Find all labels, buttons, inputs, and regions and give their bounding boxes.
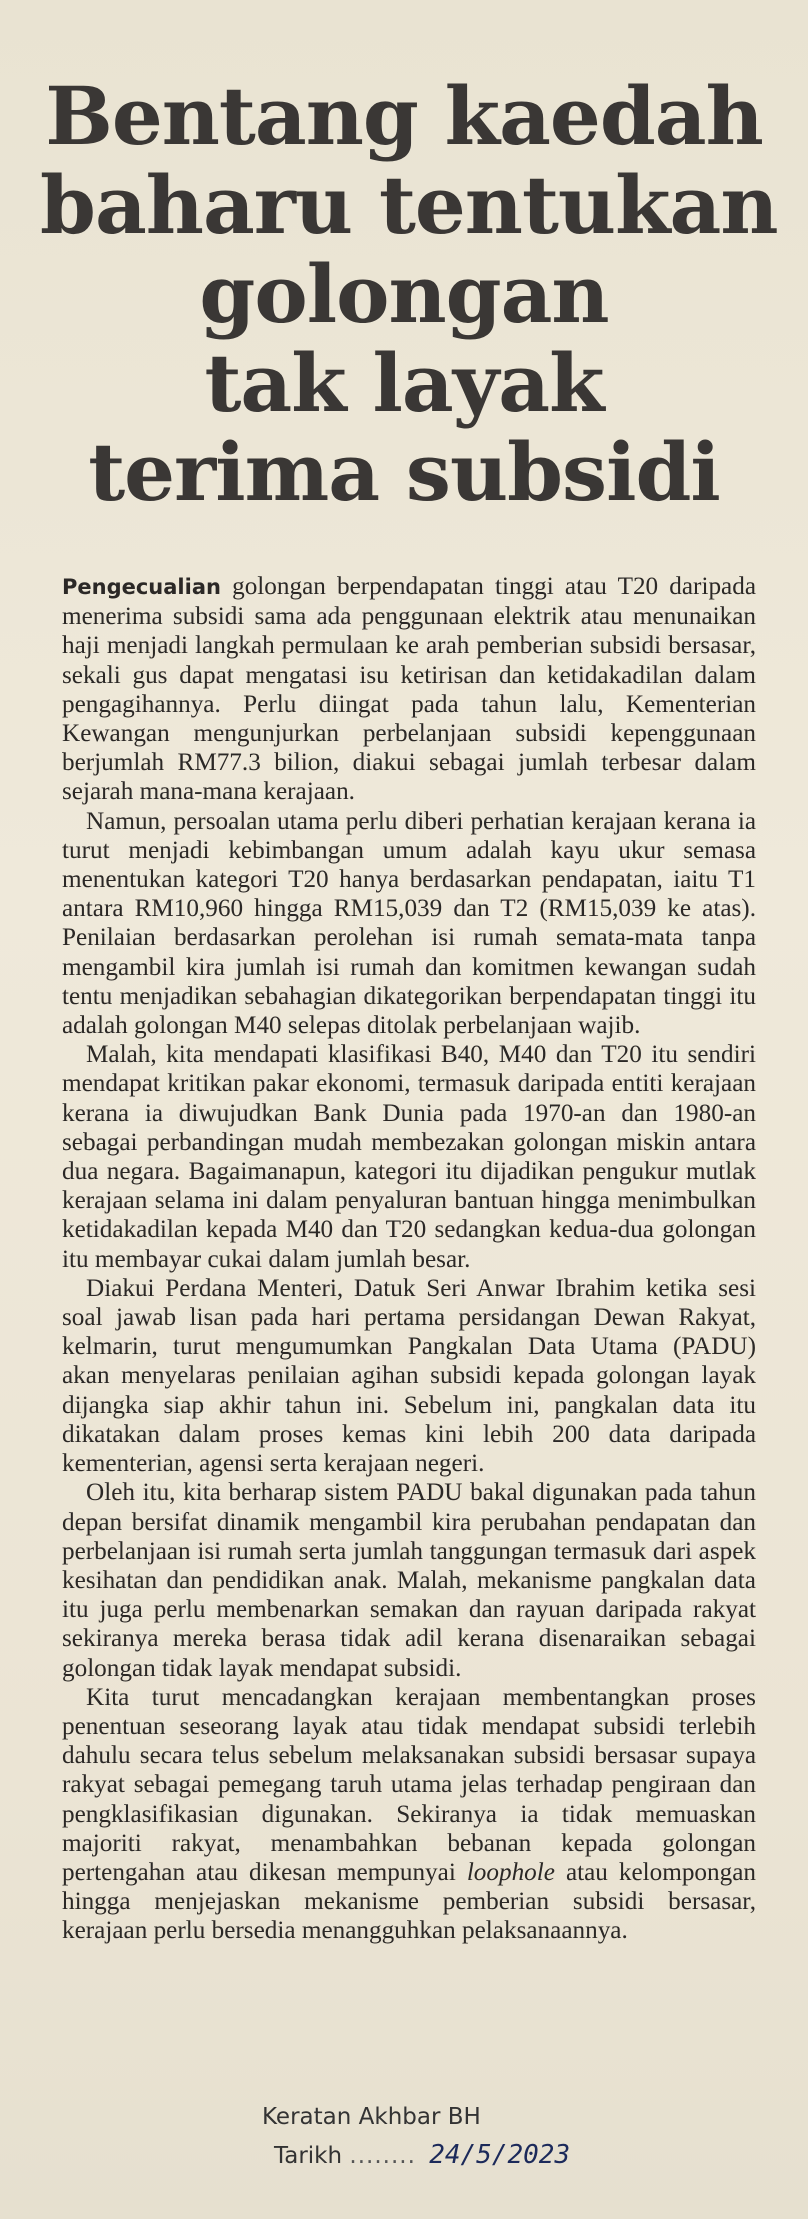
paragraph: Namun, persoalan utama perlu diberi perhatian kerajaan kerana ia turut menjadi kebimbangan umum adalah kayu ukur semasa menentukan kategori T20 hanya berdasarkan pendapatan, iaitu T1 antara RM10,960 hingga RM15,039 dan T2 (RM15,039 ke atas). Penilaian berdasarkan perolehan isi rumah semata-mata tanpa mengambil kira jumlah isi rumah dan komitmen kewangan sudah tentu menjadikan sebahagian dikategorikan berpendapatan tinggi itu adalah golongan M40 selepas ditolak perbelanjaan wajib. <box>62 807 756 1040</box>
clipping-stamp <box>262 2104 570 2170</box>
lead-word: Pengecualian <box>62 575 221 599</box>
date-line <box>274 2140 570 2170</box>
headline-line: baharu tentukan <box>40 157 778 252</box>
paragraph: Oleh itu, kita berharap sistem PADU bakal digunakan pada tahun depan bersifat dinamik mengambil kira perubahan pendapatan dan perbelanjaan isi rumah serta jumlah tanggungan termasuk dari aspek kesihatan dan pendidikan anak. Malah, mekanisme pangkalan data itu juga perlu membenarkan semakan dan rayuan daripada rakyat sekiranya mereka berasa tidak adil kerana disenaraikan sebagai golongan tidak layak mendapat subsidi. <box>62 1479 756 1682</box>
handwritten-date: 24/5/2023 <box>429 2140 571 2170</box>
headline-line: terima subsidi <box>88 424 720 519</box>
article-body <box>62 572 756 1946</box>
paragraph: Diakui Perdana Menteri, Datuk Seri Anwar Ibrahim ketika sesi soal jawab lisan pada hari pertama persidangan Dewan Rakyat, kelmarin, turut mengumumkan Pangkalan Data Utama (PADU) akan menyelaras penilaian agihan subsidi kepada golongan layak dijangka siap akhir tahun ini. Sebelum ini, pangkalan data itu dikatakan dalam proses kemas kini lebih 200 data daripada kementerian, agensi serta kerajaan negeri. <box>62 1274 756 1478</box>
headline-line: Bentang kaedah <box>45 68 763 163</box>
paragraph <box>62 572 756 807</box>
headline-line: golongan <box>199 246 609 341</box>
paragraph <box>62 1683 756 1946</box>
paragraph-text: Kita turut mencadangkan kerajaan membentangkan proses penentuan seseorang layak atau tidak mendapat subsidi terlebih dahulu secara telus sebelum melaksanakan subsidi bersasar supaya rakyat sebagai pemegang taruh utama jelas terhadap pengiraan dan pengklasifikasian digunakan. Sekiranya ia tidak memuaskan majoriti rakyat, menambahkan bebanan kepada golongan pertengahan atau dikesan mempunyai <box>62 1683 756 1886</box>
paragraph-text: atau kelompongan hingga menjejaskan mekanisme pemberian subsidi bersasar, kerajaan perlu bersedia menangguhkan pelaksanaannya. <box>62 1858 756 1945</box>
paragraph-text: golongan berpendapatan tinggi atau T20 daripada menerima subsidi sama ada penggunaan elektrik atau menunaikan haji menjadi langkah permulaan ke arah pemberian subsidi bersasar, sekali gus dapat mengatasi isu ketirisan dan ketidakadilan dalam pengagihannya. Perlu diingat pada tahun lalu, Kementerian Kewangan mengunjurkan perbelanjaan subsidi kepenggunaan berjumlah RM77.3 bilion, diakui sebagai jumlah terbesar dalam sejarah mana-mana kerajaan. <box>62 573 756 806</box>
date-label: Tarikh <box>274 2143 343 2169</box>
headline <box>40 68 778 519</box>
paragraph: Malah, kita mendapati klasifikasi B40, M40 dan T20 itu sendiri mendapat kritikan pakar ekonomi, termasuk daripada entiti kerajaan kerana ia diwujudkan Bank Dunia pada 1970-an dan 1980-an sebagai perbandingan mudah membezakan golongan miskin antara dua negara. Bagaimanapun, kategori itu dijadikan pengukur mutlak kerajaan selama ini dalam penyaluran bantuan hingga menimbulkan ketidakadilan kepada M40 dan T20 sedangkan kedua-dua golongan itu membayar cukai dalam jumlah besar. <box>62 1041 756 1273</box>
date-dots: ........ <box>349 2143 416 2169</box>
italic-term: loophole <box>466 1858 555 1886</box>
clipping-label: Keratan Akhbar BH <box>262 2104 481 2130</box>
headline-line: tak layak <box>204 335 604 430</box>
